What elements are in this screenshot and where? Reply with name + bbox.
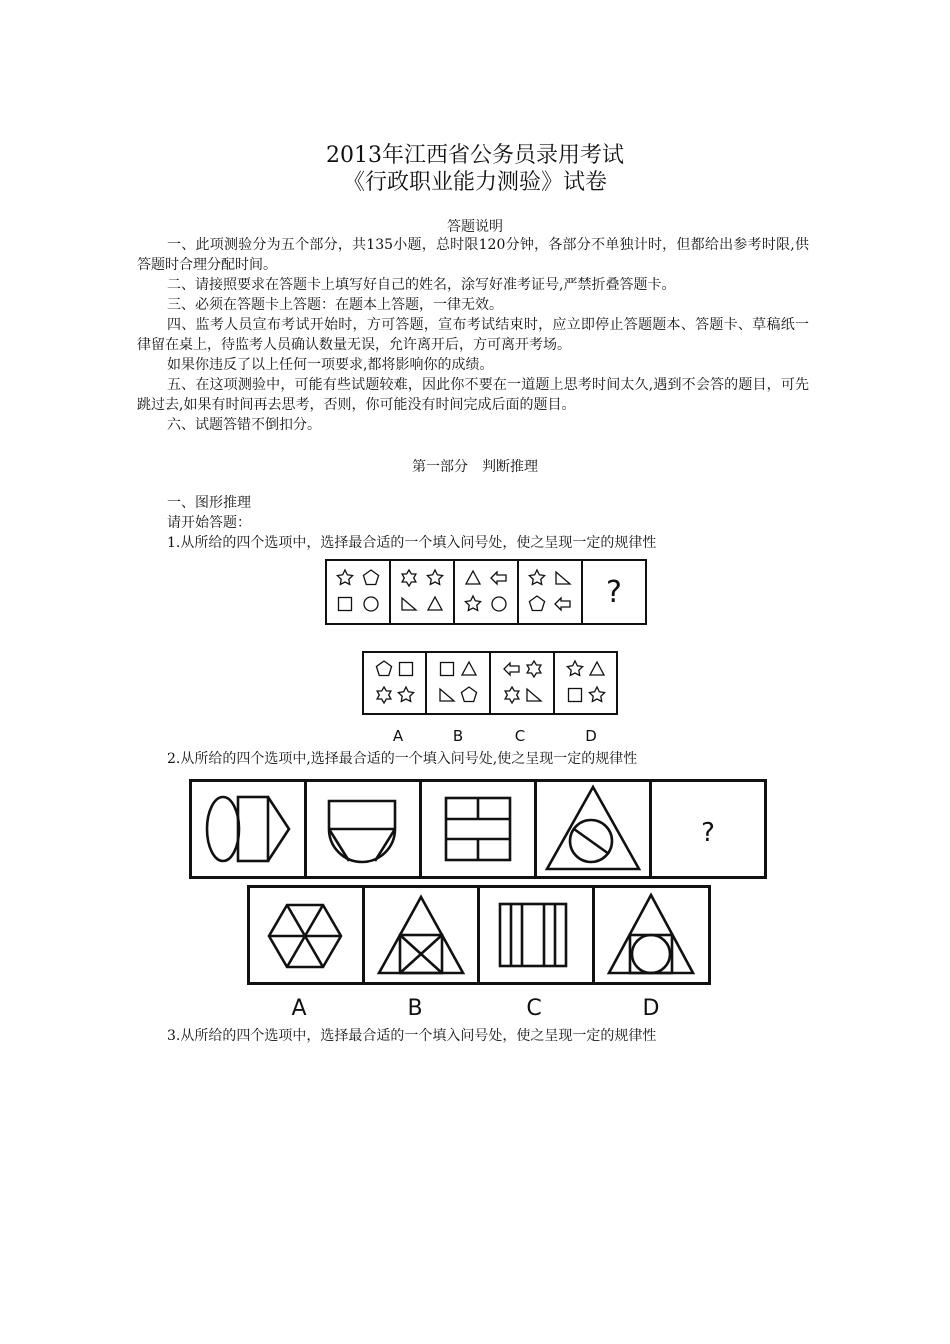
question-1-sequence-figure	[325, 559, 647, 625]
question-2-unknown-mark: ?	[701, 818, 715, 848]
instruction-item-note: 如果你违反了以上任何一项要求,都将影响你的成绩。	[167, 357, 494, 373]
question-2-option-b[interactable]: B	[407, 996, 423, 1021]
exam-title: 2013年江西省公务员录用考试	[326, 143, 624, 168]
question-1-text: 1.从所给的四个选项中，选择最合适的一个填入问号处，使之呈现一定的规律性	[167, 535, 657, 551]
question-2-option-c[interactable]: C	[526, 996, 542, 1021]
question-2-text: 2.从所给的四个选项中,选择最合适的一个填入问号处,使之呈现一定的规律性	[167, 751, 638, 767]
subsection-title: 一、图形推理	[167, 495, 251, 511]
question-3-text: 3.从所给的四个选项中，选择最合适的一个填入问号处，使之呈现一定的规律性	[167, 1028, 657, 1044]
question-1-option-c[interactable]: C	[514, 727, 526, 745]
instruction-item-1: 一、此项测验分为五个部分，共135小题，总时限120分钟，各部分不单独计时，但都给出参考时限,供答题时合理分配时间。	[137, 237, 809, 273]
start-prompt: 请开始答题：	[167, 515, 251, 531]
instruction-item-6: 六、试题答错不倒扣分。	[167, 417, 321, 433]
section-title: 第一部分 判断推理	[412, 459, 538, 475]
question-1-options-figure	[362, 651, 618, 747]
instruction-item-5: 五、在这项测验中，可能有些试题较难，因此你不要在一道题上思考时间太久,遇到不会答的题目，可先跳过去,如果有时间再去思考，否则，你可能没有时间完成后面的题目。	[137, 377, 809, 413]
question-1-unknown-mark: ?	[606, 575, 622, 610]
question-1-option-a[interactable]: A	[392, 727, 404, 745]
instructions-heading: 答题说明	[447, 219, 503, 235]
question-1-option-d[interactable]: D	[585, 727, 597, 745]
instruction-item-3: 三、必须在答题卡上答题：在题本上答题，一律无效。	[167, 297, 503, 313]
question-2-sequence-figure	[189, 779, 767, 879]
exam-subtitle: 《行政职业能力测验》试卷	[342, 170, 607, 195]
question-2-option-d[interactable]: D	[642, 996, 660, 1021]
question-1-option-b[interactable]: B	[452, 727, 464, 745]
instruction-item-4: 四、监考人员宣布考试开始时，方可答题，宣布考试结束时，应立即停止答题题本、答题卡、草稿纸一律留在桌上，待监考人员确认数量无误，允许离开后，方可离开考场。	[137, 317, 809, 353]
question-2-options-figure	[247, 885, 711, 1020]
question-2-option-a[interactable]: A	[291, 996, 307, 1021]
instruction-item-2: 二、请接照要求在答题卡上填写好自己的姓名，涂写好准考证号,严禁折叠答题卡。	[167, 277, 676, 293]
